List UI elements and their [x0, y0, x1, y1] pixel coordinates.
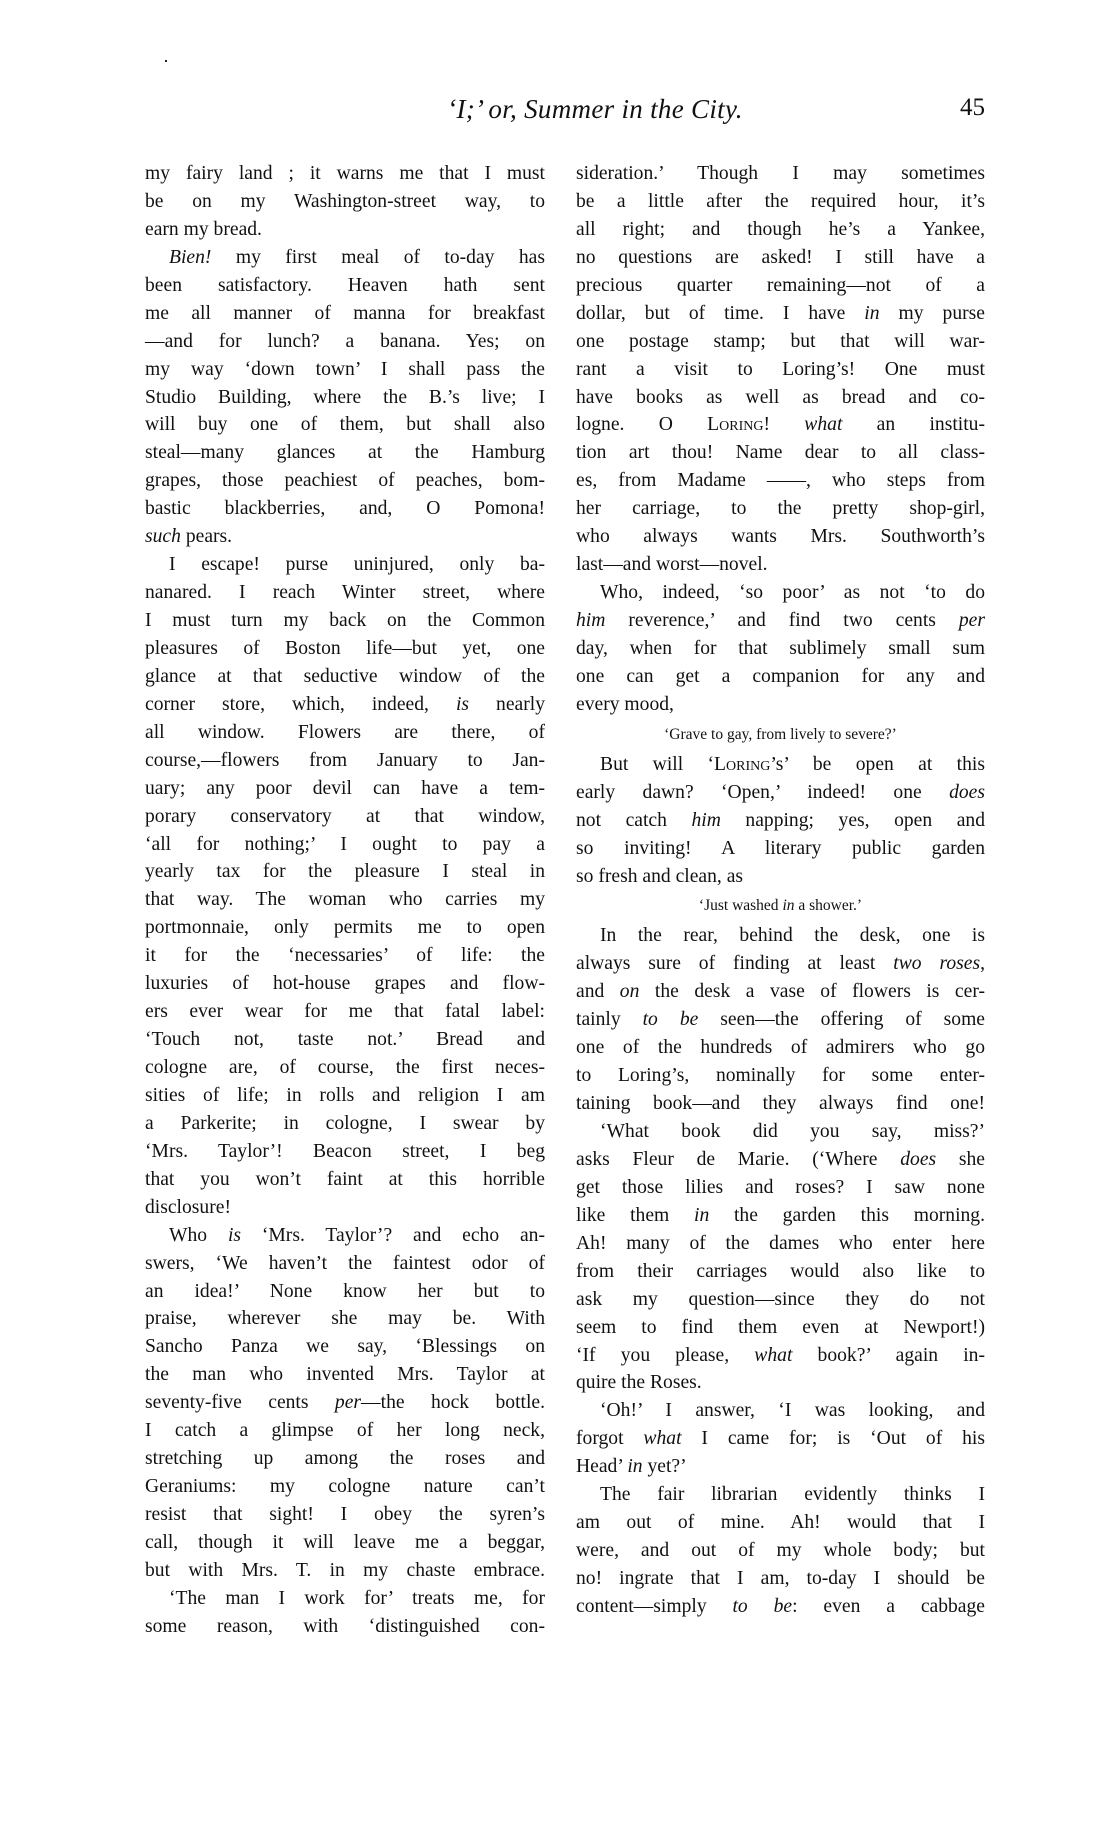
- text-line: Geraniums: my cologne nature can’t: [145, 1476, 545, 1498]
- text-line: nanared. I reach Winter street, where: [145, 582, 545, 604]
- text-line: ‘all for nothing;’ I ought to pay a: [145, 833, 545, 855]
- text-line: who always wants Mrs. Southworth’s: [576, 526, 985, 548]
- text-line: pleasures of Boston life—but yet, one: [145, 637, 545, 659]
- text-line: some reason, with ‘distinguished con-: [145, 1615, 545, 1637]
- text-line: get those lilies and roses? I saw none: [576, 1176, 985, 1198]
- text-line: rant a visit to Loring’s! One must: [576, 358, 985, 380]
- text-line: resist that sight! I obey the syren’s: [145, 1504, 545, 1525]
- text-line: and on the desk a vase of flowers is cer-: [576, 981, 985, 1003]
- emphasis: him: [576, 610, 606, 631]
- right-column: [576, 160, 985, 1621]
- text-line: her carriage, to the pretty shop-girl,: [576, 498, 985, 520]
- running-title: ‘I;’ or, Summer in the City.: [447, 94, 743, 124]
- text-line: day, when for that sublimely small sum: [576, 637, 985, 659]
- text-line: were, and out of my whole body; but: [576, 1540, 985, 1562]
- text-line: my way ‘down town’ I shall pass the: [145, 358, 545, 380]
- emphasis: to be: [732, 1595, 793, 1617]
- text-line: stretching up among the roses and: [145, 1448, 545, 1470]
- text-line: ‘If you please, what book?’ again in-: [576, 1344, 985, 1366]
- text-line: from their carriages would also like to: [576, 1260, 985, 1282]
- text-line: that you won’t faint at this horrible: [145, 1168, 545, 1190]
- emphasis: in: [694, 1204, 710, 1226]
- text-line: dollar, but of time. I have in my purse: [576, 302, 985, 324]
- emphasis: what: [754, 1344, 793, 1366]
- small-caps-word: Loring: [714, 753, 771, 775]
- emphasis: such: [145, 526, 181, 548]
- text-line: seventy-five cents per—the hock bottle.: [145, 1392, 545, 1414]
- text-line: to Loring’s, nominally for some enter-: [576, 1065, 985, 1087]
- text-line: such pears.: [145, 526, 233, 548]
- emphasis: in: [864, 302, 880, 324]
- text-line: an idea!’ None know her but to: [145, 1280, 545, 1302]
- text-line: Head’ in yet?’: [576, 1456, 687, 1478]
- text-line: ‘Touch not, taste not.’ Bread and: [145, 1029, 545, 1051]
- emphasis: per: [334, 1392, 362, 1414]
- emphasis: what: [643, 1428, 682, 1450]
- text-line: —and for lunch? a banana. Yes; on: [145, 330, 545, 352]
- emphasis: two roses: [893, 953, 981, 975]
- text-line: all window. Flowers are there, of: [145, 721, 545, 743]
- text-line: I catch a glimpse of her long neck,: [145, 1420, 545, 1442]
- text-line: ‘The man I work for’ treats me, for: [169, 1587, 545, 1609]
- emphasis: in: [782, 897, 795, 915]
- text-line: no! ingrate that I am, to-day I should be: [576, 1568, 985, 1589]
- emphasis: per: [958, 610, 985, 631]
- text-line: porary conservatory at that window,: [145, 805, 545, 827]
- text-line: disclosure!: [145, 1196, 231, 1218]
- text-line: ‘Oh!’ I answer, ‘I was looking, and: [600, 1400, 985, 1422]
- text-line: uary; any poor devil can have a tem-: [145, 777, 545, 799]
- text-line: asks Fleur de Marie. (‘Where does she: [576, 1148, 985, 1170]
- text-line: Ah! many of the dames who enter here: [576, 1232, 985, 1254]
- running-head: [145, 94, 985, 130]
- text-line: it for the ‘necessaries’ of life: the: [145, 945, 545, 967]
- text-line: Bien! my first meal of to-day has: [169, 246, 545, 268]
- text-line: The fair librarian evidently thinks I: [600, 1484, 985, 1506]
- text-line: tainly to be seen—the offering of some: [576, 1009, 986, 1031]
- emphasis: to be: [642, 1009, 699, 1031]
- text-line: no questions are asked! I still have a: [576, 246, 985, 268]
- text-line: Who is ‘Mrs. Taylor’? and echo an-: [169, 1224, 545, 1246]
- emphasis: in: [627, 1456, 643, 1478]
- text-line: the man who invented Mrs. Taylor at: [145, 1364, 545, 1386]
- text-line: logne. O Loring! what an institu-: [576, 414, 985, 436]
- text-line: sities of life; in rolls and religion I am: [145, 1084, 545, 1106]
- text-line: corner store, which, indeed, is nearly: [145, 693, 545, 715]
- text-line: ‘Mrs. Taylor’! Beacon street, I beg: [145, 1140, 545, 1162]
- text-line: content—simply to be: even a cabbage: [576, 1595, 985, 1617]
- small-caps-word: Loring: [707, 414, 764, 436]
- emphasis: does: [900, 1148, 937, 1170]
- text-line: have books as well as bread and co-: [576, 386, 985, 408]
- text-line: am out of mine. Ah! would that I: [576, 1512, 985, 1534]
- text-line: taining book—and they always find one!: [576, 1093, 985, 1115]
- text-line: that way. The woman who carries my: [145, 889, 545, 911]
- text-line: every mood,: [576, 693, 674, 715]
- text-line: In the rear, behind the desk, one is: [600, 925, 985, 947]
- emphasis: on: [619, 981, 640, 1003]
- text-line: so fresh and clean, as: [576, 865, 744, 887]
- text-line: been satisfactory. Heaven hath sent: [145, 274, 545, 296]
- text-line: Who, indeed, ‘so poor’ as not ‘to do: [600, 582, 985, 604]
- text-line: him reverence,’ and find two cents per: [576, 610, 985, 631]
- text-line: grapes, those peachiest of peaches, bom-: [145, 470, 545, 492]
- text-line: me all manner of manna for breakfast: [145, 302, 545, 324]
- text-line: will buy one of them, but shall also: [145, 414, 545, 436]
- text-line: one postage stamp; but that will war-: [576, 330, 985, 352]
- page-number: 45: [960, 94, 985, 121]
- text-line: Sancho Panza we say, ‘Blessings on: [145, 1336, 545, 1358]
- text-line: but with Mrs. T. in my chaste embrace.: [145, 1559, 545, 1581]
- text-line: glance at that seductive window of the: [145, 665, 545, 687]
- left-column: [145, 160, 545, 1641]
- text-line: luxuries of hot-house grapes and flow-: [145, 973, 545, 995]
- text-line: sideration.’ Though I may sometimes: [576, 163, 985, 184]
- emphasis: what: [804, 414, 843, 436]
- text-line: steal—many glances at the Hamburg: [145, 442, 545, 464]
- text-line: seem to find them even at Newport!): [576, 1316, 985, 1338]
- text-line: forgot what I came for; is ‘Out of his: [576, 1428, 986, 1450]
- text-line: ask my question—since they do not: [576, 1288, 985, 1310]
- text-line: so inviting! A literary public garden: [576, 837, 985, 859]
- text-line: I must turn my back on the Common: [145, 610, 545, 631]
- text-line: es, from Madame ——, who steps from: [576, 470, 985, 492]
- verse-quotation: ‘Just washed in a shower.’: [698, 897, 863, 915]
- scan-speck: [165, 60, 167, 62]
- text-line: praise, wherever she may be. With: [145, 1308, 545, 1330]
- text-line: always sure of finding at least two roses,: [576, 953, 985, 975]
- text-line: cologne are, of course, the first neces-: [145, 1057, 545, 1078]
- text-line: be on my Washington-street way, to: [145, 190, 545, 212]
- text-line: ‘What book did you say, miss?’: [600, 1121, 985, 1142]
- text-line: all right; and though he’s a Yankee,: [576, 218, 985, 240]
- emphasis: Bien!: [169, 246, 212, 268]
- text-line: swers, ‘We haven’t the faintest odor of: [145, 1252, 545, 1274]
- text-line: bastic blackberries, and, O Pomona!: [145, 498, 545, 520]
- text-line: one can get a companion for any and: [576, 665, 985, 687]
- verse-quotation: ‘Grave to gay, from lively to severe?’: [664, 725, 897, 743]
- text-line: portmonnaie, only permits me to open: [145, 917, 545, 939]
- text-line: I escape! purse uninjured, only ba-: [169, 554, 545, 576]
- text-line: ers ever wear for me that fatal label:: [145, 1001, 545, 1023]
- text-line: last—and worst—novel.: [576, 554, 768, 576]
- text-line: precious quarter remaining—not of a: [576, 274, 985, 296]
- text-line: tion art thou! Name dear to all class-: [576, 442, 985, 464]
- text-line: course,—flowers from January to Jan-: [145, 749, 545, 771]
- text-line: be a little after the required hour, it’s: [576, 190, 985, 212]
- text-line: one of the hundreds of admirers who go: [576, 1037, 985, 1059]
- text-line: earn my bread.: [145, 218, 262, 240]
- text-line: a Parkerite; in cologne, I swear by: [145, 1112, 545, 1134]
- text-line: Studio Building, where the B.’s live; I: [145, 386, 545, 408]
- text-line: But will ‘Loring’s’ be open at this: [600, 753, 985, 775]
- text-line: yearly tax for the pleasure I steal in: [145, 861, 545, 883]
- text-line: quire the Roses.: [576, 1372, 702, 1394]
- text-line: my fairy land ; it warns me that I must: [145, 163, 545, 184]
- text-line: early dawn? ‘Open,’ indeed! one does: [576, 781, 985, 803]
- emphasis: is: [227, 1224, 242, 1246]
- text-line: like them in the garden this morning.: [576, 1204, 986, 1226]
- text-line: not catch him napping; yes, open and: [576, 809, 985, 831]
- emphasis: does: [949, 781, 985, 803]
- emphasis: is: [455, 693, 470, 715]
- emphasis: him: [691, 809, 721, 831]
- text-line: call, though it will leave me a beggar,: [145, 1531, 545, 1553]
